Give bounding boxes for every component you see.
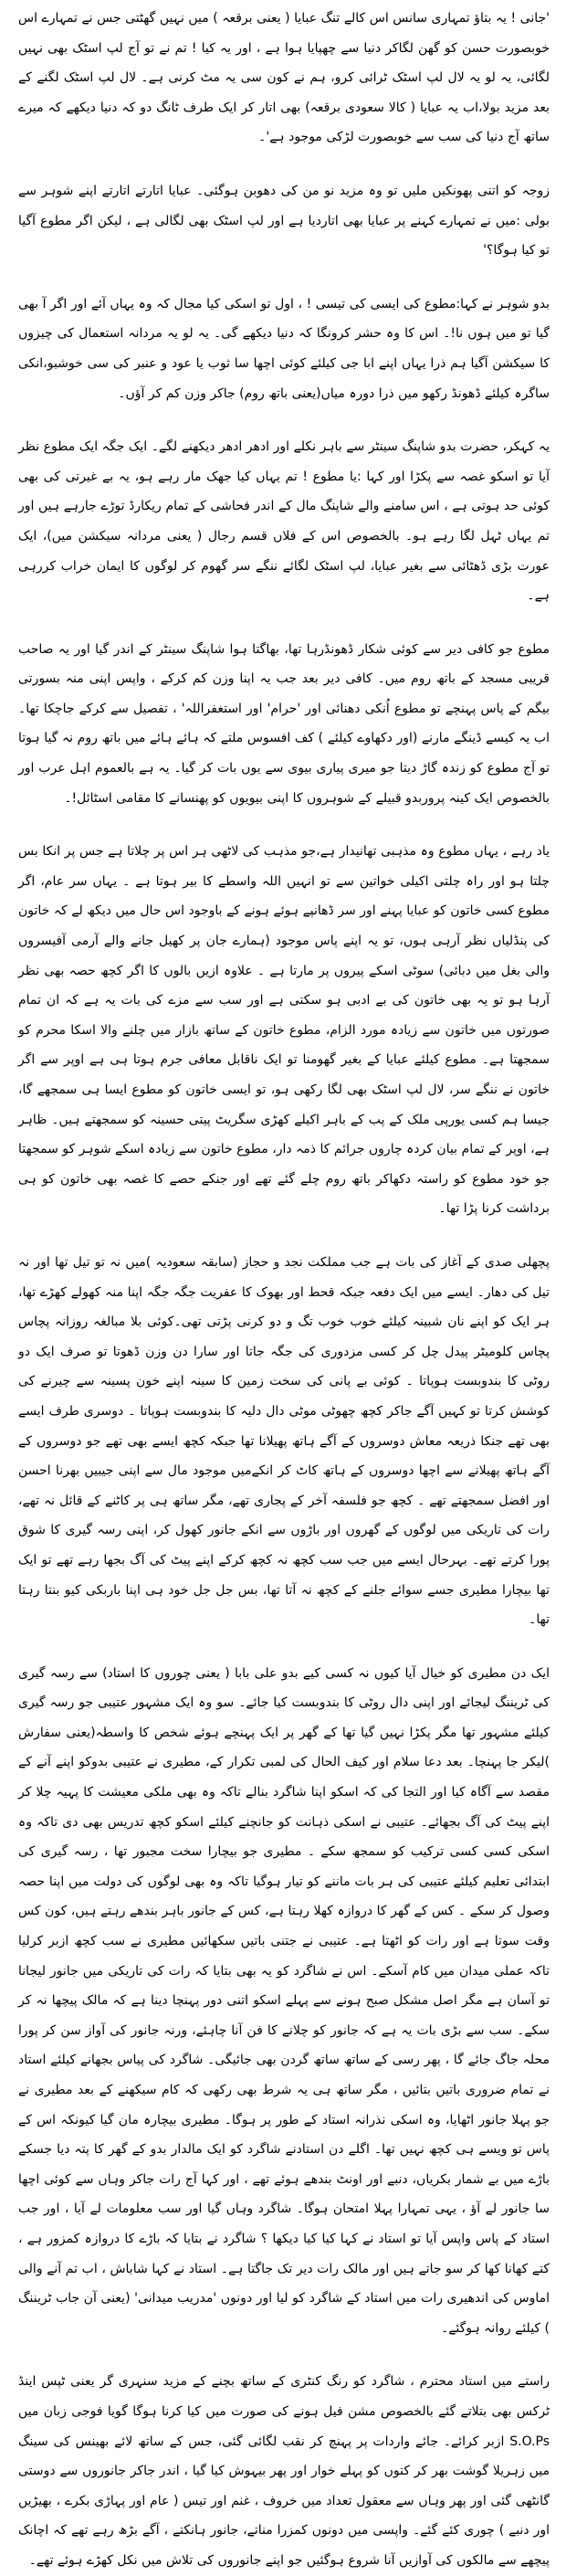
- paragraph: 'جانی ! یہ بتاؤ تمہاری سانس اس کالے تنگ عبایا ( یعنی برقعہ ) میں نہیں گھٹتی جس نے تمہارے اس خوبصورت حسن کو گھن لگاکر دنیا سے چھپایا ہوا ہے ، اور یہ کیا ! تم نے تو آج لپ اسٹک بھی نہیں لگائی، یہ لو یہ لال لپ اسٹک ٹرائی کرو، ہم نے کون سی یہ مٹ کرنی ہے۔ لال لپ اسٹک لگنے کے بعد مزید بولا،اب یہ عبایا ( کالا سعودی برقعہ) بھی اتار کر ایک طرف ٹانگ دو کہ دنیا دیکھے کہ میرے ساتھ آج دنیا کی سب سے خوبصورت لڑکی موجود ہے'۔: [18, 11, 550, 145]
- paragraph: مطوع جو کافی دیر سے کوئی شکار ڈھونڈرہا تھا، بھاگتا ہوا شاپنگ سینٹر کے اندر گیا اور یہ صاحب قریبی مسجد کے باتھ روم میں۔ کافی دیر بعد جب یہ اپنا وزن کم کرکے ، واپس اپنی منہ بسورتی بیگم کے پاس پہنچے تو مطوع اُنکی دھنائی اور 'حرام' اور استغفراللہ' ، تفصیل سے کرکے جاچکا تھا۔ اب یہ کیسے ڈینگے مارنے (اور دکھاوے کیلئے ) کف افسوس ملتے کہ ہائے ہائے میں باتھ روم نہ گیا ہوتا تو آج مطوع کو زندہ گاڑ دیتا جو میری پیاری بیوی سے یوں بات کر گیا۔ یہ ہے بالعموم اہل عرب اور بالخصوص ایک کینہ پروربدو قبیلے کے شوہروں کا اپنی بیویوں کو پھنسانے کا مقامی اسٹائل!۔: [18, 641, 550, 806]
- paragraph: راستے میں استاد محترم ، شاگرد کو رنگ کنٹری کے ساتھ بچنے کے مزید سنہری گر یعنی ٹپس اینڈ ٹرکس بھی بتلاتے گئے بالخصوص مشن فیل ہونے کی صورت میں کیا کرنا ہوگا گویا فوجی زبان میں S.O.Ps ازبر کرائے۔ جائے واردات پر پہنچ کر نقب لگائی گئی، جس کے ساتھ لائے بھینس کی سینگ میں زہریلا گوشت بھر کر کتوں کو پہلے خوار اور پھر بیہوش کیا گیا ، اندر جاکر جانوروں سے دوستی گانٹھی گئی اور پھر وہاں سے معقول تعداد میں خروف ، غنم اور تیس ( عام اور پہاڑی بکرے ، بھیڑیں اور دنبے ) چوری کئے گئے۔ واپسی میں دونوں کمزرا مناتے، جانور ہانکتے ، آگے بڑھ رہے تھے کہ اچانک پیچھے سے مالکوں کی آوازیں آنا شروع ہوگئیں جو اپنے جانوروں کی تلاش میں نکل کھڑے ہوئے تھے۔: [18, 2374, 550, 2568]
- paragraph: یہ کہکر، حضرت بدو شاپنگ سینٹر سے باہر نکلے اور ادھر ادھر دیکھنے لگے۔ ایک جگہ ایک مطوع نظر آیا تو اسکو غصہ سے پکڑا اور کہا :یا مطوع ! تم یہاں کیا جھک مار رہے ہو، یہ بے غیرتی کی بھی کوئی حد ہوتی ہے ، اس سامنے والے شاپنگ مال کے اندر فحاشی کے تمام ریکارڈ توڑے جارہے ہیں اور تم یہاں ٹہل لگا رہے ہو۔ بالخصوص اس کے فلاں قسم رجال ( یعنی مردانہ سیکشن میں)، ایک عورت بڑی ڈھٹائی سے بغیر عبایا، لپ اسٹک لگائے ننگے سر گھوم کر لوگوں کا ایمان خراب کررہی ہے۔: [18, 439, 550, 604]
- paragraph: زوجہ کو اتنی پھونکیں ملیں تو وہ مزید نو من کی دھوبن ہوگئی۔ عبایا اتارتے اتارتے اپنے شوہر سے بولی :میں نے تمہارے کہنے پر عبایا بھی اتاردیا ہے اور لپ اسٹک بھی لگالی ہے ، لیکن اگر مطوع آگیا تو کیا ہوگا؟': [18, 183, 550, 259]
- paragraph: پچھلی صدی کے آغاز کی بات ہے جب مملکت نجد و حجاز (سابقہ سعودیہ )میں نہ تو تیل تھا اور نہ تیل کی دھار۔ ایسے میں ایک دفعہ جبکہ قحط اور بھوک کا عفریت جگہ جگہ اپنا منہ کھولے کھڑے تھا، ہر ایک کو اپنے نان شبینہ کیلئے خوب خوب تگ و دو کرنی پڑتی تھی۔کوئی بلا مبالغہ روزانہ پچاس پچاس کلومیٹر پیدل چل کر کسی مزدوری کی جگہ جاتا اور سارا دن وزن ڈھوتا تو صرف ایک دو روٹی کا بندوبست ہوپاتا ۔ کوئی بے پانی کی سخت زمین کا سینہ اپنے خون پسینہ سے چیرنے کی کوشش کرتا تو کہیں آگے جاکر کچھ چھوٹی موٹی دال دلیہ کا بندوبست ہوپاتا ۔ دوسری طرف ایسے بھی تھے جنکا ذریعہ معاش دوسروں کے آگے ہاتھ پھیلانا تھا جبکہ کچھ ایسے بھی تھے جو دوسروں کے آگے ہاتھ پھیلانے سے اچھا دوسروں کے ہاتھ کاٹ کر انکےمیں موجود مال سے اپنی جیبیں بھرنا احسن اور افضل سمجھتے تھے ۔ کچھ جو فلسفہ آخر کے پجاری تھے، مگر ساتھ ہی پر کاٹنے کے قائل نہ تھے، رات کی تاریکی میں لوگوں کے گھروں اور باڑوں سے انکے جانور کھول کر، اپنی رسہ گیری کا شوق پورا کرتے تھے۔ بہرحال ایسے میں جب سب کچھ نہ کچھ کرکے اپنے پیٹ کی آگ بجھا رہے تھے تو ایک تھا بیچارا مطیری جسے سوائے جلنے کے کچھ نہ آتا تھا، بس جل جل خود ہی اپنا باربکی کیو بنتا رہتا تھا۔: [18, 1254, 550, 1628]
- paragraph: یاد رہے ، یہاں مطوع وہ مذہبی تھانیدار ہے،جو مذہب کی لاٹھی ہر اس پر چلاتا ہے جس پر انکا بس چلتا ہو اور راہ چلتی اکیلی خواتین سے تو انہیں اللہ واسطے کا بیر ہوتا ہے ۔ یہاں سر عام، اگر مطوع کسی خاتون کو عبایا پہنے اور سر ڈھانپے ہوئے ہونے کے باوجود اس حال میں دیکھ لے کہ خاتون کی پنڈلیاں نظر آرہی ہوں، تو یہ اپنے پاس موجود (ہمارے جان پر کھیل جانے والے آرمی آفیسروں والی بغل میں دبائی) سوٹی اسکے پیروں پر مارتا ہے ۔ علاوہ ازیں بالوں کا اگر کچھ حصہ بھی نظر آرہا ہو تو یہ بھی خاتون کی بے ادبی ہو سکتی ہے اور سب سے مزے کی بات یہ ہے کہ ان تمام صورتوں میں خاتون سے زیادہ مورد الزام، مطوع خاتون کے ساتھ بازار میں چلنے والا اسکا محرم کو سمجھتا ہے۔ مطوع کیلئے عبایا کے بغیر گھومنا تو ایک ناقابل معافی جرم ہوتا ہی ہے اوپر سے اگر خاتون نے ننگے سر، لال لپ اسٹک بھی لگا رکھی ہو، تو ایسی خاتون کو مطوع ایسا ہی سمجھے گا، جیسا ہم کسی یورپی ملک کے پب کے باہر اکیلے کھڑی سگریٹ پیتی حسینہ کو سمجھتے ہیں۔ ظاہر ہے، اوپر کے تمام بیان کردہ چاروں جرائم کا ذمہ دار، مطوع خاتون سے زیادہ اسکے شوہر کو سمجھتا جو خود مطوع کو راستہ دکھاکر باتھ روم چلے گئے تھے اور جنکے حصے کا غصہ بھی خاتون کو ہی برداشت کرنا پڑا تھا۔: [18, 844, 550, 1217]
- paragraph: بدو شوہر نے کہا:مطوع کی ایسی کی تیسی ! ، اول تو اسکی کیا مجال کہ وہ یہاں آئے اور اگر آ بھی گیا تو میں ہوں نا!۔ اس کا وہ حشر کرونگا کہ دنیا دیکھے گی۔ یہ لو یہ مردانہ استعمال کی چیزوں کا سیکشن آگیا ہم ذرا یہاں اپنے ابا جی کیلئے کوئی اچھا سا ثوب یا عود و عنبر کی سی خوشبو،انکی ساگرہ کیلئے ڈھونڈ رکھو میں ذرا دورہ میاں(یعنی باتھ روم) جاکر وزن کم کر آؤں۔: [18, 296, 550, 401]
- paragraph: ایک دن مطیری کو خیال آیا کیوں نہ کسی کیے بدو علی بابا ( یعنی چوروں کا استاد) سے رسہ گیری کی ٹریننگ لیجائے اور اپنی دال روٹی کا بندوبست کیا جائے۔ سو وہ ایک مشہور عتیبی جو رسہ گیری کیلئے مشہور تھا مگر پکڑا نہیں گیا تھا کے گھر پر ایک پہنچے ہوئے شخص کا واسطہ(یعنی سفارش )لیکر جا پہنچا۔ بعد دعا سلام اور کیف الحال کی لمبی تکرار کے، مطیری نے عتیبی بدوکو اپنے آنے کے مقصد سے آگاہ کیا اور التجا کی کہ اسکو اپنا شاگرد بنالے تاکہ وہ بھی ملکی معیشت کا پہیہ چلا کر اپنے پیٹ کی آگ بجھائے۔ عتیبی نے اسکی ذہانت کو جانچنے کیلئے اسکو کچھ تدریس بھی دی تاکہ وہ اسکی کسی کسی ترکیب کو سمجھ سکے ۔ مطیری جو بیچارا سخت مجبور تھا ، رسہ گیری کی ابتدائی تعلیم کیلئے عتیبی کی ہر بات ماننے کو تیار ہوگیا تاکہ وہ بھی لوگوں کی دولت میں اپنا حصہ وصول کر سکے ۔ کس کے گھر کا دروازہ کھلا رہتا ہے، کس کے جانور باہر بندھے رہتے ہیں، کون کس وقت سوتا ہے اور رات کو اٹھتا ہے۔ عتیبی نے جتنی باتیں سکھائیں مطیری نے سب کچھ ازبر کرلیا تاکہ عملی میدان میں کام آسکے۔ اس نے شاگرد کو یہ بھی بتایا کہ رات کی تاریکی میں جانور لیجانا تو آسان ہے مگر اصل مشکل صبح ہونے سے پہلے اسکو اتنی دور پہنچا دینا ہے کہ مالک پیچھا نہ کر سکے۔ سب سے بڑی بات یہ ہے کہ جانور کو چلانے کا فن آنا چاہئے، ورنہ جانور کی آواز سن کر پورا محلہ جاگ جائے گا ، پھر رسی کے ساتھ ساتھ گردن بھی جائیگی۔ شاگرد کی پیاس بجھانے کیلئے استاد نے تمام ضروری باتیں بتائیں ، مگر ساتھ ہی یہ شرط بھی رکھی کہ کام سیکھنے کے بعد مطیری نے جو پہلا جانور اٹھایا، وہ اسکی نذرانہ استاد کے طور پر ہوگا۔ مطیری بیچارہ مان گیا کیونکہ اس کے پاس تو ویسے ہی کچھ نہیں تھا۔ اگلے دن استادنے شاگرد کو ایک مالدار بدو کے گھر کا پتہ دیا جسکے باڑے میں بے شمار بکریاں، دنبے اور اونٹ بندھے ہوئے تھے ، اور کہا آج رات جاکر وہاں سے کوئی اچھا سا جانور لے آؤ ، یہی تمہارا پہلا امتحان ہوگا۔ شاگرد وہاں گیا اور سب معلومات لے آیا ، اور جب استاد کے پاس واپس آیا تو استاد نے کہا کیا کیا دیکھا ؟ شاگرد نے بتایا کہ باڑے کا دروازہ کمزور ہے ، کتے کھانا کھا کر سو جاتے ہیں اور مالک رات دیر تک جاگتا ہے۔ استاد نے کہا شاباش ، اب تم آنے والی اماوس کی اندھیری رات میں استاد کے شاگرد کو لیا اور دونوں 'مدریب میدانی' (یعنی آن جاب ٹریننگ ) کیلئے روانہ ہوگئے۔: [18, 1665, 550, 2336]
